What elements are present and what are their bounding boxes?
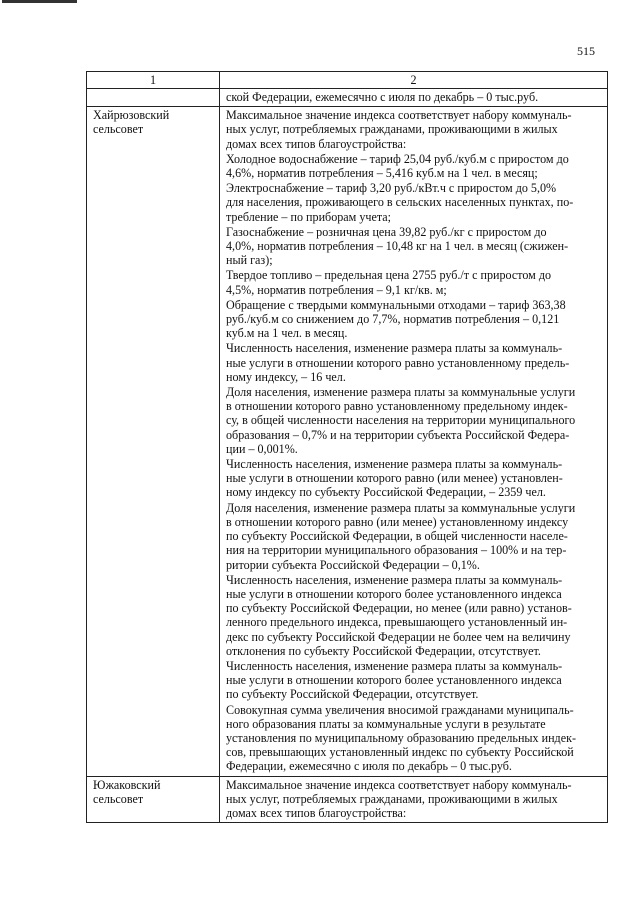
text-line: ные услуги в отношении которого равно установленному предель- — [226, 355, 570, 370]
text-line: ных услуг, потребляемых гражданами, проживающими в жилых — [226, 791, 558, 806]
description-paragraph — [226, 298, 602, 341]
text-line: ния на территории муниципального образования – 100% и на тер- — [226, 543, 567, 558]
description-paragraph — [226, 457, 602, 500]
text-line: Доля населения, изменение размера платы за коммунальные услуги — [226, 500, 576, 515]
description-paragraph — [226, 385, 602, 456]
municipality-name-line: Хайрюзовский — [93, 108, 170, 123]
text-line: ные услуги в отношении которого более установленного индекса — [226, 673, 562, 688]
description-paragraph — [226, 152, 602, 180]
text-line: Максимальное значение индекса соответствует набору коммуналь- — [226, 777, 572, 792]
municipality-name-line: сельсовет — [93, 122, 144, 137]
text-line: ному индексу по субъекту Российской Федерации, – 2359 чел. — [226, 485, 546, 500]
description-paragraph — [226, 703, 602, 774]
description-paragraph — [226, 778, 602, 821]
description-paragraph — [226, 573, 602, 658]
text-line: ному индексу, – 16 чел. — [226, 369, 346, 384]
description-paragraph — [226, 341, 602, 384]
text-line: образования – 0,7% и на территории субъекта Российской Федера- — [226, 427, 570, 442]
description-paragraph — [226, 181, 602, 224]
text-line: сов, превышающих установленный индекс по субъекту Российской — [226, 745, 574, 760]
text-line: ленного предельного индекса, превышающего установленный ин- — [226, 615, 568, 630]
text-line: Холодное водоснабжение – тариф 25,04 руб./куб.м с приростом до — [226, 151, 569, 166]
continuation-municipality-cell — [87, 89, 220, 107]
text-line: 4,5%, норматив потребления – 9,1 кг/кв. м; — [226, 282, 447, 297]
continuation-row — [87, 89, 608, 107]
column-header-2: 2 — [220, 72, 608, 89]
text-line: в отношении которого равно установленному предельному индек- — [226, 399, 568, 414]
text-line: ного образования платы за коммунальные услуги в результате — [226, 716, 546, 731]
text-line: Федерации, ежемесячно с июля по декабрь – 0 тыс.руб. — [226, 759, 512, 774]
text-line: в отношении которого равно (или менее) установленному индексу — [226, 514, 569, 529]
text-line: ные услуги в отношении которого более установленного индекса — [226, 586, 562, 601]
text-line: Обращение с твердыми коммунальными отходами – тариф 363,38 — [226, 297, 566, 312]
text-line: Электроснабжение – тариф 3,20 руб./кВт.ч с приростом до 5,0% — [226, 181, 557, 196]
text-line: домах всех типов благоустройства: — [226, 805, 407, 820]
text-line: 4,0%, норматив потребления – 10,48 кг на 1 чел. в месяц (сжижен- — [226, 239, 569, 254]
text-line: Численность населения, изменение размера платы за коммуналь- — [226, 572, 563, 587]
text-line: ных услуг, потребляемых гражданами, проживающими в жилых — [226, 122, 558, 137]
description-paragraph — [226, 659, 602, 702]
indices-table — [86, 71, 608, 823]
text-line: по субъекту Российской Федерации, отсутствует. — [226, 687, 479, 702]
municipality-name-cell — [87, 107, 220, 776]
text-line: ции – 0,001%. — [226, 441, 298, 456]
text-line: Численность населения, изменение размера платы за коммуналь- — [226, 658, 563, 673]
text-line: 4,6%, норматив потребления – 5,416 куб.м на 1 чел. в месяц; — [226, 166, 538, 181]
text-line: Твердое топливо – предельная цена 2755 руб./т с приростом до — [226, 268, 552, 283]
text-line: ные услуги в отношении которого равно (или менее) установлен- — [226, 471, 563, 486]
municipality-name-line: Южаковский — [93, 777, 161, 792]
municipality-name-line: сельсовет — [93, 791, 144, 806]
page-number: 515 — [577, 44, 595, 58]
text-line: Газоснабжение – розничная цена 39,82 руб./кг с приростом до — [226, 224, 547, 239]
continuation-line: ской Федерации, ежемесячно с июля по декабрь – 0 тыс.руб. — [226, 90, 539, 104]
continuation-text-cell — [220, 89, 608, 107]
text-line: су, в общей численности населения на территории муниципального — [226, 413, 576, 428]
text-line: для населения, проживающего в сельских населенных пунктах, по- — [226, 195, 574, 210]
text-line: Численность населения, изменение размера платы за коммуналь- — [226, 457, 563, 472]
text-line: руб./куб.м со снижением до 7,7%, норматив потребления – 0,121 — [226, 312, 560, 327]
table-header-row — [87, 72, 608, 89]
text-line: Максимальное значение индекса соответствует набору коммуналь- — [226, 108, 572, 123]
text-line: декс по субъекту Российской Федерации не более чем на величину — [226, 629, 571, 644]
description-cell — [220, 776, 608, 823]
municipality-name-cell — [87, 776, 220, 823]
text-line: отклонения по субъекту Российской Федерации, отсутствует. — [226, 643, 541, 658]
description-paragraph — [226, 268, 602, 296]
municipality-row-khairyuzovsky — [87, 107, 608, 776]
text-line: установления по муниципальному образованию предельных индек- — [226, 730, 576, 745]
scan-edge-mark — [2, 0, 77, 3]
description-cell — [220, 107, 608, 776]
description-paragraph — [226, 225, 602, 268]
text-line: по субъекту Российской Федерации, но менее (или равно) установ- — [226, 601, 572, 616]
column-header-1: 1 — [87, 72, 220, 89]
text-line: ритории субъекта Российской Федерации – 0,1%. — [226, 557, 480, 572]
text-line: Совокупная сумма увеличения вносимой гражданами муниципаль- — [226, 702, 574, 717]
text-line: ный газ); — [226, 253, 273, 268]
text-line: по субъекту Российской Федерации, в общей численности населе- — [226, 529, 568, 544]
text-line: домах всех типов благоустройства: — [226, 136, 407, 151]
description-paragraph — [226, 501, 602, 572]
description-paragraph — [226, 108, 602, 151]
text-line: куб.м на 1 чел. в месяц. — [226, 326, 348, 341]
municipality-row-yuzhakovsky — [87, 776, 608, 823]
text-line: требление – по приборам учета; — [226, 209, 391, 224]
text-line: Численность населения, изменение размера платы за коммуналь- — [226, 341, 563, 356]
text-line: Доля населения, изменение размера платы за коммунальные услуги — [226, 385, 576, 400]
